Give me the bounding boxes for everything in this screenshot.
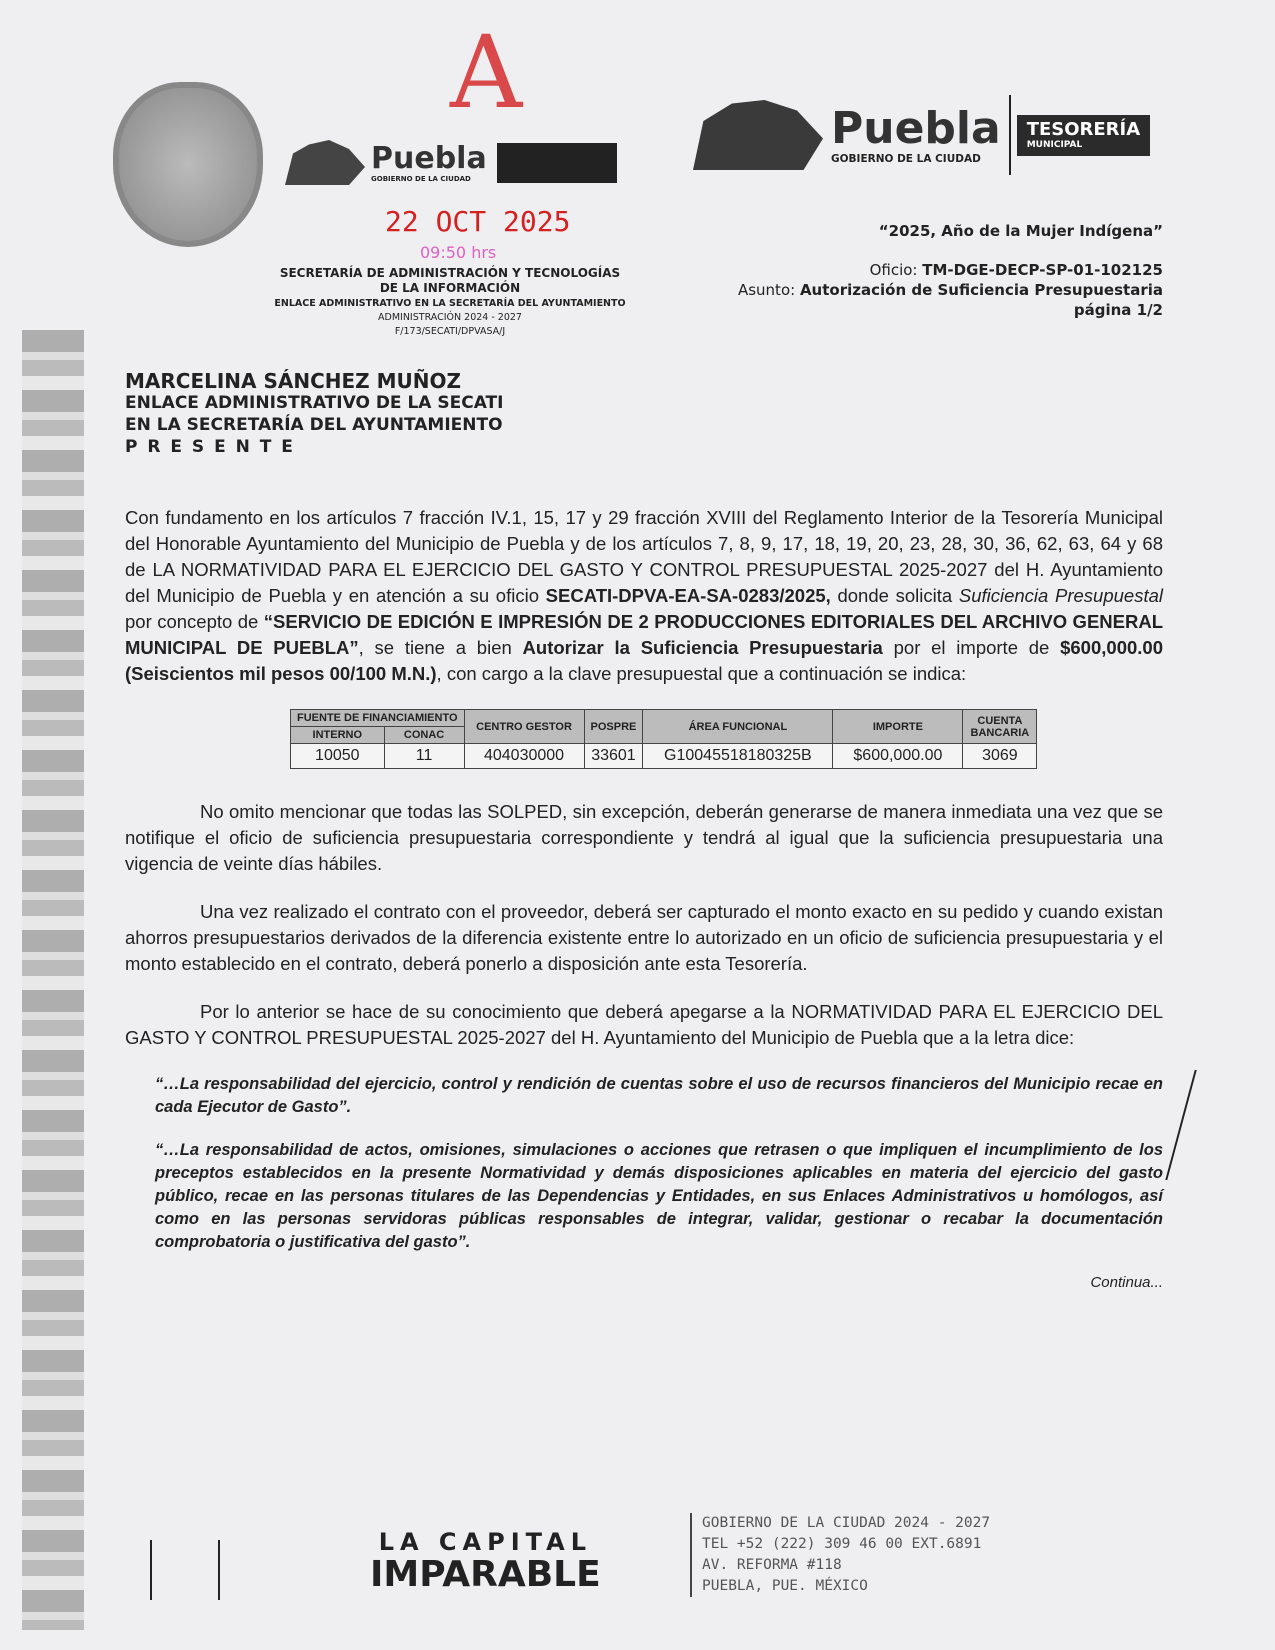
cell: 404030000 xyxy=(464,744,584,769)
text: Con fundamento en los artículos 7 fracción IV.1, 15, 17 y 29 fracción XVIII del Reglamento Interior de la Tesorería Municipal del Honorable Ayuntamiento del Municipio de Puebla y de los artículos 7, 8, 9, 17, 18, 19, 20, 23, 28, 30, 36, 62, 63, 64 y 68 de LA NORMATIVIDAD PARA EL EJERCICIO DEL GASTO Y CONTROL PRESUPUESTAL 2025-2027 del H. Ayuntamiento del Municipio de Puebla y en atención a su oficio xyxy=(125,507,1163,606)
header-conac: CONAC xyxy=(384,727,464,744)
tesoreria-sublabel: MUNICIPAL xyxy=(1026,139,1083,150)
header-pospre: POSPRE xyxy=(584,710,643,744)
header-importe: IMPORTE xyxy=(833,710,963,744)
header-interno: INTERNO xyxy=(291,727,385,744)
text: Suficiencia Presupuestal xyxy=(958,585,1163,606)
asunto-text: Autorización de Suficiencia Presupuestaria xyxy=(799,281,1163,299)
budget-key-table xyxy=(290,709,1037,769)
text: Autorizar la Suficiencia Presupuestaria xyxy=(522,637,883,658)
continua-note: Continua... xyxy=(1090,1274,1163,1291)
quote-2: “…La responsabilidad de actos, omisiones, simulaciones o acciones que retrasen o que impliquen el incumplimiento de los preceptos establecidos en la presente Normatividad y demás disposiciones aplicables en materia del ejercicio del gasto público, recae en las personas titulares de las Dependencias y Entidades, en sus Enlaces Administrativos u homólogos, así como en las personas servidoras públicas responsables de integrar, validar, gestionar o recabar la documentación comprobatoria o justificativa del gasto”. xyxy=(155,1141,1163,1251)
presente: P R E S E N T E xyxy=(125,437,295,457)
logo-black-box xyxy=(497,143,617,183)
paragraph-normativity: Por lo anterior se hace de su conocimiento que deberá apegarse a la NORMATIVIDAD PARA EL EJERCICIO DEL GASTO Y CONTROL PRESUPUESTAL 2025-2027 del H. Ayuntamiento del Municipio de Puebla que a la letra dice: xyxy=(125,1001,1163,1048)
logo-emblem-icon xyxy=(285,140,365,185)
decorative-side-pattern xyxy=(22,330,84,1630)
header-fuente: FUENTE DE FINANCIAMIENTO xyxy=(291,710,465,727)
document-header xyxy=(738,260,1163,320)
text: , se tiene a bien xyxy=(358,637,523,658)
letter-body xyxy=(125,505,1163,1291)
header-centro: CENTRO GESTOR xyxy=(464,710,584,744)
cell: 3069 xyxy=(963,744,1037,769)
slogan-line: LA CAPITAL xyxy=(378,1528,593,1556)
signature-margin xyxy=(1165,1070,1244,1180)
footer-address xyxy=(690,1513,990,1597)
cell: G10045518180325B xyxy=(643,744,833,769)
reception-stamp xyxy=(270,266,630,338)
left-puebla-logo xyxy=(285,140,617,185)
cell: $600,000.00 xyxy=(833,744,963,769)
logo-emblem-icon xyxy=(693,100,823,170)
tesoreria-label: TESORERÍA xyxy=(1026,118,1141,140)
cell: 11 xyxy=(384,744,464,769)
handwritten-annotation: A xyxy=(450,14,523,131)
slogan-line: IMPARABLE xyxy=(370,1554,601,1595)
year-motto: “2025, Año de la Mujer Indígena” xyxy=(878,222,1163,240)
text: , con cargo a la clave presupuestal que a continuación se indica: xyxy=(436,663,967,684)
stamp-line: ENLACE ADMINISTRATIVO EN LA SECRETARÍA DEL AYUNTAMIENTO xyxy=(274,298,626,309)
cell: 33601 xyxy=(584,744,643,769)
addressee-role: EN LA SECRETARÍA DEL AYUNTAMIENTO xyxy=(125,415,503,435)
tesoreria-badge xyxy=(1017,115,1150,156)
oficio-ref: SECATI-DPVA-EA-SA-0283/2025, xyxy=(545,585,831,606)
la-capital-imparable-logo xyxy=(370,1528,601,1594)
text: por concepto de xyxy=(125,611,264,632)
footer-line: AV. REFORMA #118 xyxy=(702,1557,842,1573)
stamp-line: SECRETARÍA DE ADMINISTRACIÓN Y TECNOLOGÍAS xyxy=(279,266,621,280)
stamp-line: ADMINISTRACIÓN 2024 - 2027 xyxy=(378,311,522,323)
logo-text: Puebla xyxy=(831,103,1001,154)
concept: “SERVICIO DE EDICIÓN E IMPRESIÓN DE 2 PRODUCCIONES EDITORIALES DEL ARCHIVO GENERAL MUNICIPAL DE PUEBLA” xyxy=(125,611,1164,658)
header-area: ÁREA FUNCIONAL xyxy=(643,710,833,744)
paragraph-contract: Una vez realizado el contrato con el proveedor, deberá ser capturado el monto exacto en su pedido y cuando existan ahorros presupuestarios derivados de la diferencia existente entre lo autorizado en un oficio de suficiencia presupuestaria y el monto establecido en el contrato, deberá ponerlo a disposición ante esta Tesorería. xyxy=(125,901,1163,974)
logo-subtext: GOBIERNO DE LA CIUDAD xyxy=(371,174,471,183)
city-seal-logo xyxy=(113,82,263,247)
paragraph-authorization xyxy=(125,505,1163,687)
footer-line: GOBIERNO DE LA CIUDAD 2024 - 2027 xyxy=(702,1515,991,1531)
initials-signature xyxy=(150,1540,220,1600)
table-row xyxy=(291,744,1037,769)
page-number: página 1/2 xyxy=(1073,301,1163,319)
header-cuenta: CUENTA BANCARIA xyxy=(963,710,1037,744)
logo-text: Puebla xyxy=(371,140,487,176)
received-date-stamp: 22 OCT 2025 xyxy=(385,205,571,238)
footer-phone: TEL +52 (222) 309 46 00 EXT.6891 xyxy=(702,1536,982,1552)
quote-1: “…La responsabilidad del ejercicio, control y rendición de cuentas sobre el uso de recursos financieros del Municipio recae en cada Ejecutor de Gasto”. xyxy=(155,1075,1163,1116)
text: donde solicita xyxy=(830,585,959,606)
addressee-name: MARCELINA SÁNCHEZ MUÑOZ xyxy=(125,369,462,393)
cell: 10050 xyxy=(291,744,385,769)
received-time: 09:50 hrs xyxy=(420,243,497,262)
addressee-role: ENLACE ADMINISTRATIVO DE LA SECATI xyxy=(125,393,504,413)
tesoreria-logo xyxy=(693,95,1150,175)
logo-subtext: GOBIERNO DE LA CIUDAD xyxy=(831,153,981,165)
stamp-line: F/173/SECATI/DPVASA/J xyxy=(394,325,506,337)
asunto-label: Asunto: xyxy=(737,281,800,299)
amount: $600,000.00 (Seiscientos mil pesos 00/100 M.N.) xyxy=(125,637,1163,684)
addressee xyxy=(125,370,503,458)
oficio-number: TM-DGE-DECP-SP-01-102125 xyxy=(922,261,1163,279)
paragraph-solped: No omito mencionar que todas las SOLPED, sin excepción, deberán generarse de manera inmediata una vez que se notifique el oficio de suficiencia presupuestaria correspondiente y tendrá al igual que la suficiencia presupuestaria una vigencia de veinte días hábiles. xyxy=(125,801,1163,874)
oficio-label: Oficio: xyxy=(869,261,923,279)
footer-line: PUEBLA, PUE. MÉXICO xyxy=(702,1578,868,1594)
stamp-line: DE LA INFORMACIÓN xyxy=(379,281,521,295)
text: por el importe de xyxy=(882,637,1061,658)
